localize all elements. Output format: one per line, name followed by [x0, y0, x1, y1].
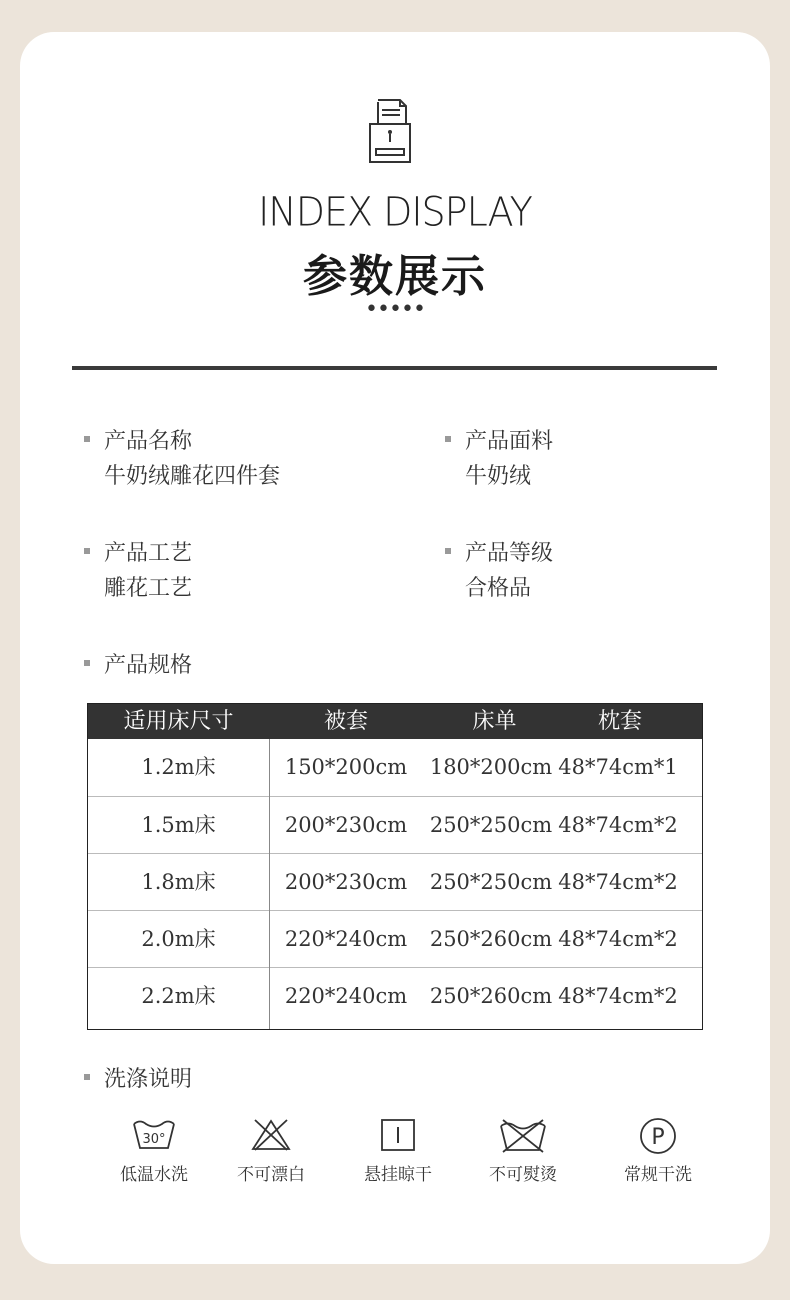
header-sheet: 床单 [472, 709, 517, 734]
column-divider [269, 739, 270, 1029]
cell-pillowcase: 48*74cm*2 [558, 984, 678, 1008]
cell-sheet: 250*260cm [429, 984, 553, 1008]
decorative-dots: ••••• [365, 297, 425, 322]
field-value: 牛奶绒雕花四件套 [104, 464, 281, 489]
table-row [88, 796, 702, 854]
cell-duvet: 150*200cm [284, 755, 408, 779]
spec-table [87, 703, 703, 1030]
field-label: 产品名称 [104, 429, 193, 454]
field-value: 合格品 [465, 576, 532, 601]
cell-duvet: 200*230cm [284, 870, 408, 894]
care-item-low-temp-wash [104, 1118, 204, 1185]
field-fabric [445, 425, 553, 495]
cell-pillowcase: 48*74cm*2 [558, 927, 678, 951]
care-item-hang-dry [348, 1118, 448, 1185]
document-box-icon [368, 98, 412, 164]
table-row [88, 967, 702, 1025]
spec-label: 产品规格 [104, 653, 193, 678]
dry-clean-p-icon [638, 1118, 678, 1154]
cell-duvet: 220*240cm [284, 927, 408, 951]
bullet-square [84, 436, 90, 442]
care-item-no-iron [473, 1118, 573, 1185]
bullet-square [84, 548, 90, 554]
cell-pillowcase: 48*74cm*2 [558, 813, 678, 837]
wash-30-icon [132, 1118, 176, 1152]
header-duvet: 被套 [323, 709, 368, 734]
parameter-card [20, 32, 770, 1264]
field-craft [84, 537, 192, 607]
table-row [88, 739, 702, 796]
divider [72, 366, 717, 370]
cell-bed-size: 1.5m床 [141, 813, 216, 837]
field-label: 产品工艺 [104, 541, 193, 566]
cell-bed-size: 2.0m床 [141, 927, 216, 951]
header-bed-size: 适用床尺寸 [123, 709, 234, 734]
care-item-no-bleach [221, 1118, 321, 1185]
cell-sheet: 250*260cm [429, 927, 553, 951]
cell-bed-size: 1.2m床 [141, 755, 216, 779]
spec-section-label [84, 649, 192, 683]
cell-duvet: 220*240cm [284, 984, 408, 1008]
cell-sheet: 250*250cm [429, 870, 553, 894]
field-grade [445, 537, 553, 607]
field-label: 产品面料 [465, 429, 554, 454]
care-label: 洗涤说明 [104, 1067, 193, 1092]
cell-duvet: 200*230cm [284, 813, 408, 837]
bullet-square [445, 548, 451, 554]
no-bleach-icon [249, 1118, 293, 1152]
table-row [88, 910, 702, 968]
field-value: 牛奶绒 [465, 464, 532, 489]
care-label-text: 不可熨烫 [489, 1165, 557, 1185]
care-label-text: 悬挂晾干 [364, 1165, 432, 1185]
title-chinese: 参数展示 [303, 251, 487, 302]
cell-pillowcase: 48*74cm*1 [558, 755, 678, 779]
care-label-text: 常规干洗 [624, 1165, 692, 1185]
bullet-square [84, 1074, 90, 1080]
no-iron-icon [497, 1118, 549, 1154]
care-label-text: 不可漂白 [237, 1165, 305, 1185]
care-item-dry-clean [608, 1118, 708, 1185]
bullet-square [84, 660, 90, 666]
field-label: 产品等级 [465, 541, 554, 566]
header-pillowcase: 枕套 [597, 709, 642, 734]
bullet-square [445, 436, 451, 442]
dry-clean-letter: P [651, 1125, 665, 1150]
hang-dry-icon [376, 1118, 420, 1152]
cell-sheet: 180*200cm [429, 755, 553, 779]
field-product-name [84, 425, 280, 495]
cell-sheet: 250*250cm [429, 813, 553, 837]
table-row [88, 853, 702, 911]
care-section-label [84, 1063, 192, 1097]
cell-pillowcase: 48*74cm*2 [558, 870, 678, 894]
field-value: 雕花工艺 [104, 576, 193, 601]
cell-bed-size: 1.8m床 [141, 870, 216, 894]
care-label-text: 低温水洗 [120, 1165, 188, 1185]
table-header-row [88, 704, 702, 739]
cell-bed-size: 2.2m床 [141, 984, 216, 1008]
title-english: INDEX DISPLAY [258, 188, 532, 236]
wash-temp-text: 30° [142, 1132, 166, 1147]
